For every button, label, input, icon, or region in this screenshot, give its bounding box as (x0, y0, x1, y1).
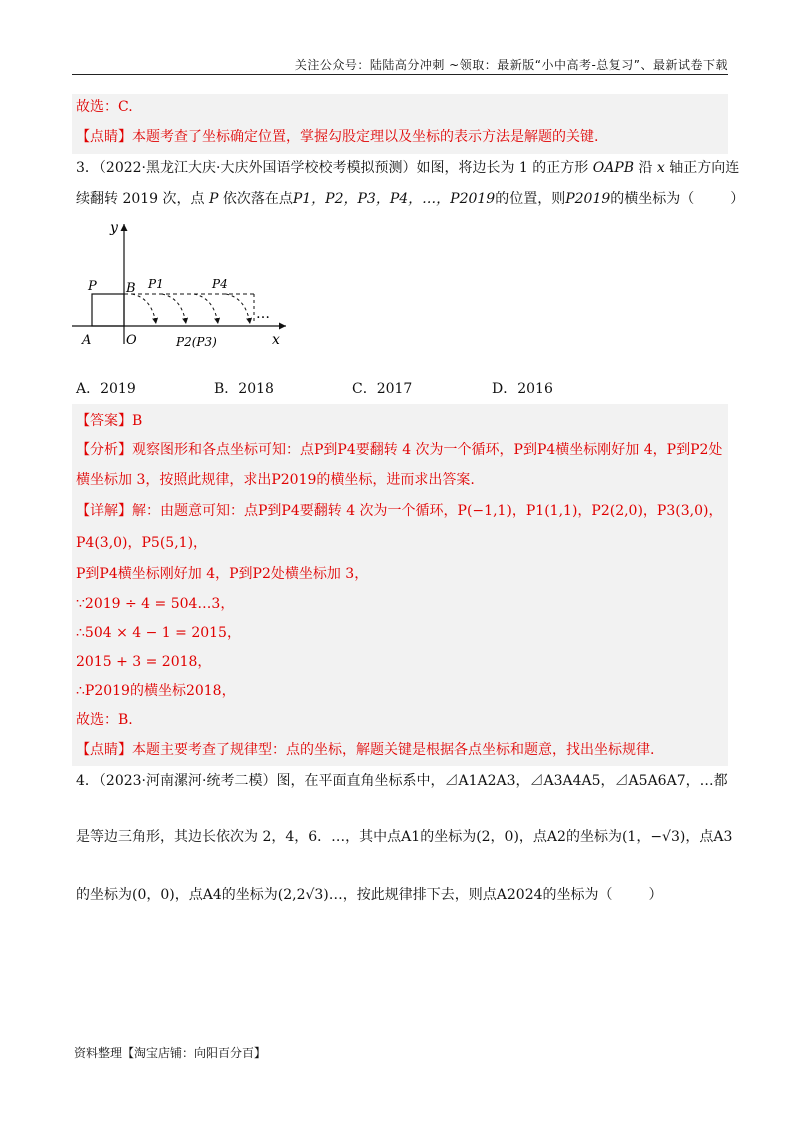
label-x: x (272, 332, 280, 348)
prev-comment (76, 126, 598, 148)
label-a: A (82, 333, 92, 348)
point-name: P (208, 191, 219, 207)
stem-text: 的坐标为(0，0)，点A4的坐标为(2,2√3)…，按此规律排下去，则点A2024的坐标为（ (76, 887, 613, 903)
stem-text: 如图，将边长为 1 的正方形 (416, 160, 593, 176)
choice-list (76, 378, 676, 400)
select-line: 故选：B. (76, 712, 133, 728)
analysis-text: 观察图形和各点坐标可知：点P到P4要翻转 4 次为一个循环，P到P4横坐标刚好加 4，P到P2处 (132, 442, 723, 458)
stem-text: 续翻转 2019 次，点 (76, 191, 209, 207)
q4-line-3 (76, 884, 663, 906)
detail-line-2: P4(3,0)，P5(5,1)， (76, 535, 208, 551)
detail-line-4: ∵2019 ÷ 4 = 504…3， (76, 596, 235, 612)
q4-line-1 (76, 770, 728, 792)
detail-line-3: P到P4横坐标刚好加 4，P到P2处横坐标加 3， (76, 566, 369, 582)
q4-line-2: 是等边三角形，其边长依次为 2，4，6．…，其中点A1的坐标为(2，0)，点A2的坐标为(1，−√3)，点A3 (76, 829, 733, 845)
detail-line-6: 2015 + 3 = 2018， (76, 654, 212, 670)
square-oapb (92, 294, 124, 326)
choice-b[interactable]: B．2018 (214, 381, 274, 397)
comment-tag: 【点睛】 (76, 129, 132, 145)
detail-line-7: ∴P2019的横坐标2018， (76, 683, 236, 699)
label-b: B (126, 281, 136, 296)
label-p1: P1 (148, 277, 164, 291)
question-source: （2023·河南漯河·统考二模） (98, 773, 277, 789)
analysis-line-1 (76, 439, 722, 461)
arc-4 (226, 294, 250, 324)
question-number: 3． (76, 160, 99, 176)
target-point: P2019 (565, 191, 611, 207)
stem-text: 的横坐标为（ (610, 191, 695, 207)
analysis-tag: 【分析】 (76, 442, 132, 458)
label-p2p3: P2(P3) (176, 335, 217, 349)
detail-line-5: ∴504 × 4 − 1 = 2015， (76, 625, 241, 641)
header-rule (72, 74, 728, 75)
arc-1 (132, 294, 156, 324)
stem-text: 依次落在点 (218, 191, 293, 207)
arc-3 (194, 294, 218, 324)
stem-text: 轴正方向连 (664, 160, 740, 176)
prev-answer-line: 故选：C. (76, 99, 133, 115)
analysis-line-2: 横坐标加 3，按照此规律，求出P2019的横坐标，进而求出答案. (76, 472, 475, 488)
stem-text: ） (648, 887, 663, 903)
detail-text: 解：由题意可知：点P到P4要翻转 4 次为一个循环，P(−1,1)，P1(1,1)，P2(2,0)，P3(3,0)， (132, 503, 723, 519)
detail-tag: 【详解】 (76, 503, 132, 519)
stem-text: 沿 (634, 160, 657, 176)
detail-line-1 (76, 500, 722, 522)
rotation-figure (66, 214, 296, 354)
stem-text: ） (730, 191, 745, 207)
comment-text: 本题考查了坐标确定位置，掌握勾股定理以及坐标的表示方法是解题的关键. (132, 129, 599, 145)
choice-c[interactable]: C．2017 (352, 381, 413, 397)
point-list: P1，P2，P3，P4，…，P2019 (292, 191, 496, 207)
choice-a[interactable]: A．2019 (76, 381, 136, 397)
question-number: 4． (76, 773, 99, 789)
shape-name: OAPB (592, 160, 635, 176)
comment-tag: 【点睛】 (76, 742, 132, 758)
stem-text: 的位置，则 (495, 191, 566, 207)
label-o: O (126, 333, 137, 348)
q3-stem-line-1 (76, 157, 739, 179)
label-p4: P4 (212, 277, 228, 291)
axis-name: x (656, 160, 665, 176)
page-footer: 资料整理【淘宝店铺：向阳百分百】 (74, 1046, 267, 1060)
label-p: P (88, 279, 97, 294)
label-y: y (110, 220, 118, 236)
page-header: 关注公众号：陆陆高分冲刺 ~领取：最新版“小中高考-总复习”、最新试卷下载 (294, 58, 728, 72)
q3-stem-line-2 (76, 188, 744, 210)
arc-2 (162, 294, 186, 324)
q3-comment (76, 739, 654, 761)
label-dots: … (256, 306, 270, 322)
question-source: （2022·黑龙江大庆·大庆外国语学校校考模拟预测） (98, 160, 417, 176)
answer-value: B (132, 413, 143, 429)
choice-d[interactable]: D．2016 (492, 381, 553, 397)
stem-text: 图，在平面直角坐标系中，⊿A1A2A3，⊿A3A4A5，⊿A5A6A7，…都 (276, 773, 728, 789)
answer-line (76, 410, 142, 432)
comment-text: 本题主要考查了规律型：点的坐标，解题关键是根据各点坐标和题意，找出坐标规律. (132, 742, 655, 758)
answer-tag: 【答案】 (76, 413, 132, 429)
